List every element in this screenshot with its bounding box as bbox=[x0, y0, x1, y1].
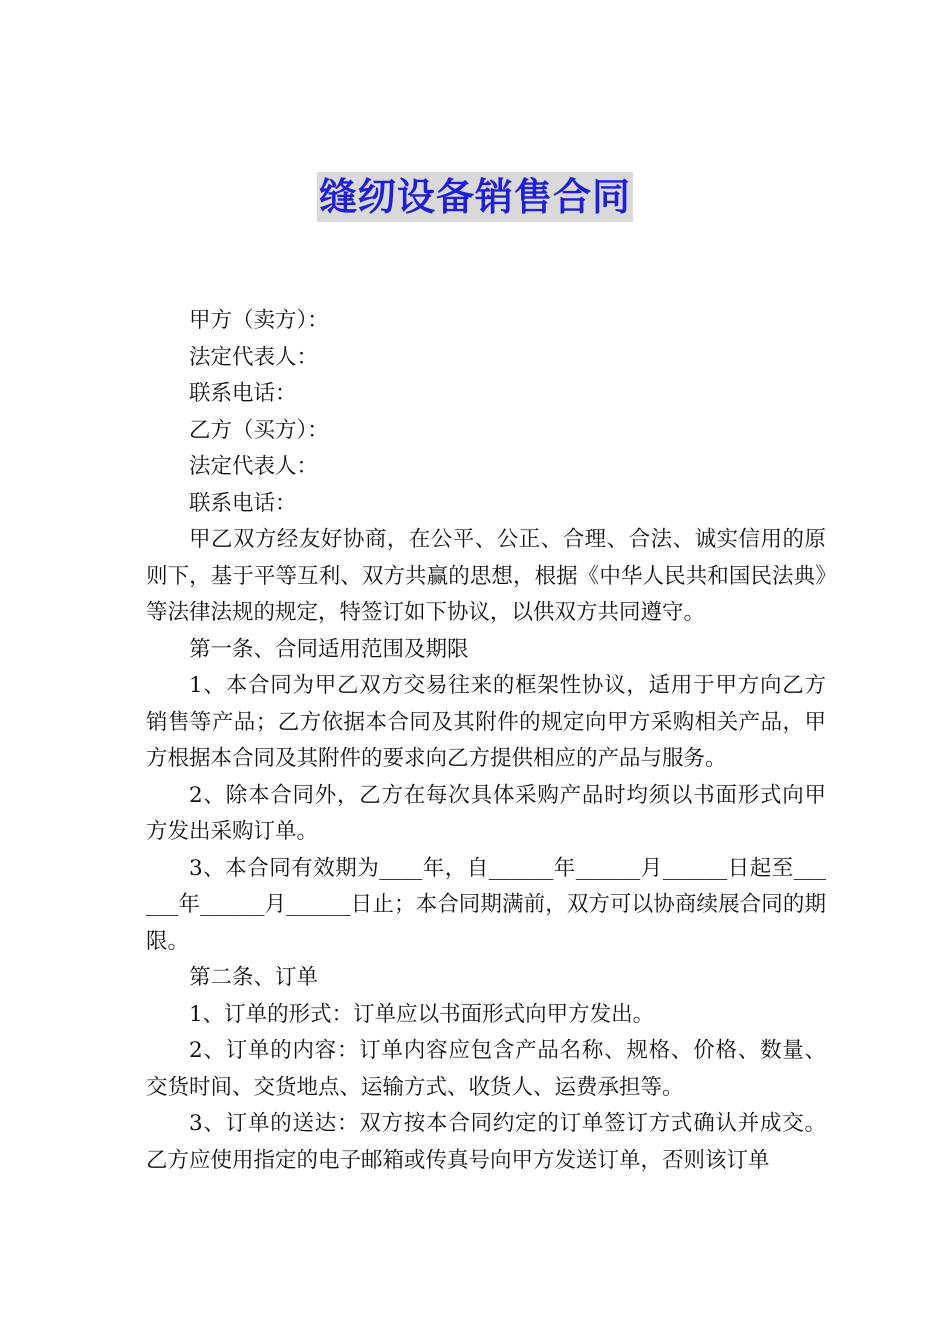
document-title: 缝纫设备销售合同 bbox=[317, 172, 633, 222]
article-1-clause-3: 3、本合同有效期为____年，自______年______月______日起至______年______月______日止；本合同期满前，双方可以协商续展合同的期限。 bbox=[146, 855, 826, 954]
article-2-clause-3: 3、订单的送达：双方按本合同约定的订单签订方式确认并成交。乙方应使用指定的电子邮箱或传真号向甲方发送订单，否则该订单 bbox=[146, 1111, 826, 1173]
article-1-clause-1: 1、本合同为甲乙双方交易往来的框架性协议，适用于甲方向乙方销售等产品；乙方依据本合同及其附件的规定向甲方采购相关产品，甲方根据本合同及其附件的要求向乙方提供相应的产品与服务。 bbox=[146, 673, 826, 771]
preamble-paragraph: 甲乙双方经友好协商，在公平、公正、合理、合法、诚实信用的原则下，基于平等互利、双方共赢的思想，根据《中华人民共和国民法典》等法律法规的规定，特签订如下协议，以供双方共同遵守。 bbox=[146, 527, 826, 625]
party-a-phone-line: 联系电话： bbox=[189, 381, 297, 406]
party-a-line: 甲方（卖方）： bbox=[189, 308, 329, 333]
article-1-heading: 第一条、合同适用范围及期限 bbox=[189, 636, 469, 662]
party-b-phone-line: 联系电话： bbox=[189, 490, 297, 516]
article-2-clause-1: 1、订单的形式：订单应以书面形式向甲方发出。 bbox=[189, 1001, 655, 1027]
article-2-heading: 第二条、订单 bbox=[189, 965, 319, 990]
title-container bbox=[0, 172, 950, 222]
article-1-clause-2: 2、除本合同外，乙方在每次具体采购产品时均须以书面形式向甲方发出采购订单。 bbox=[146, 782, 826, 844]
document-body bbox=[146, 303, 826, 1179]
party-b-line: 乙方（买方）： bbox=[189, 417, 329, 443]
article-2-clause-2: 2、订单的内容：订单内容应包含产品名称、规格、价格、数量、交货时间、交货地点、运输方式、收货人、运费承担等。 bbox=[146, 1038, 826, 1100]
party-b-representative-line: 法定代表人： bbox=[189, 454, 319, 479]
party-a-representative-line: 法定代表人： bbox=[189, 344, 319, 370]
